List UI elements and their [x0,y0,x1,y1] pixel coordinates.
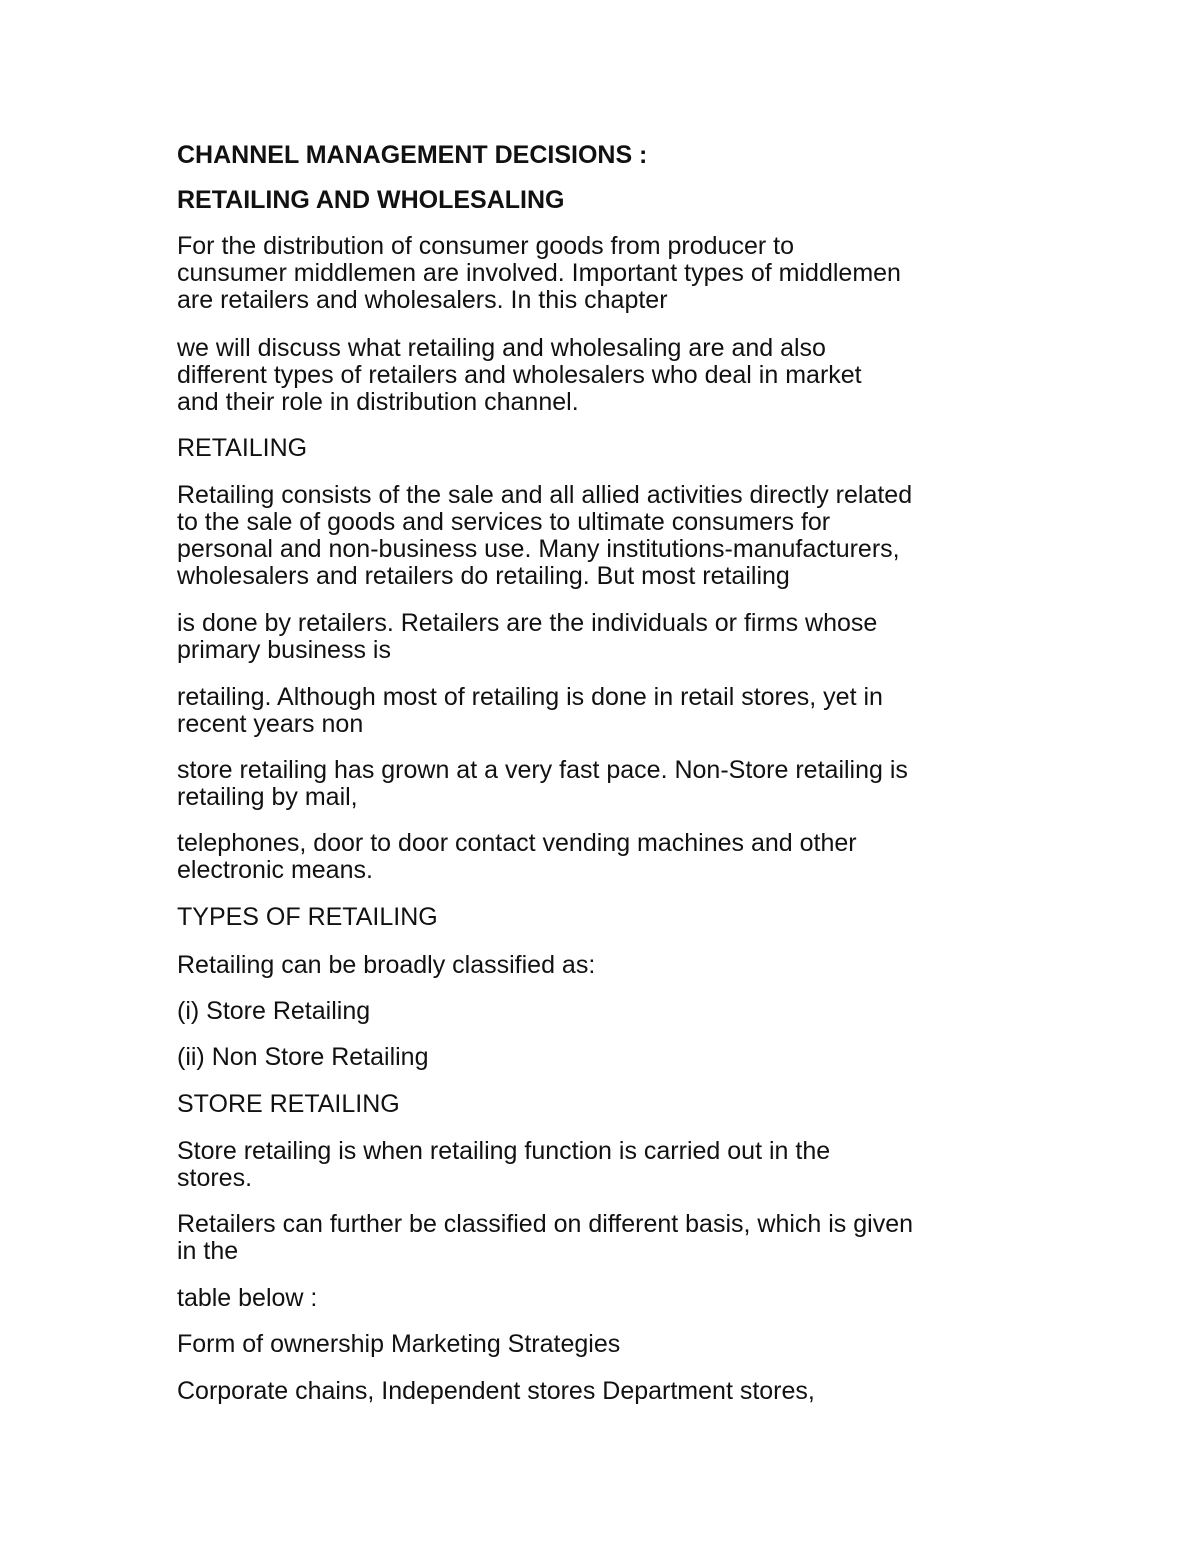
section-heading-store: STORE RETAILING [177,1090,400,1118]
paragraph-line: stores. [177,1164,253,1192]
paragraph-line: to the sale of goods and services to ultimate consumers for [177,508,831,536]
paragraph [177,830,1037,884]
paragraph-line: For the distribution of consumer goods from producer to [177,232,794,260]
paragraph-line: retailing. Although most of retailing is done in retail stores, yet in [177,683,883,711]
paragraph-line: primary business is [177,636,391,664]
paragraph-line: in the [177,1237,239,1265]
paragraph-line: Retailing consists of the sale and all allied activities directly related [177,481,913,509]
paragraph-line: recent years non [177,710,364,738]
paragraph: table below : [177,1284,318,1312]
paragraph-line: Retailers can further be classified on different basis, which is given [177,1210,914,1238]
paragraph-line: store retailing has grown at a very fast pace. Non-Store retailing is [177,756,908,784]
paragraph [177,1138,1037,1192]
document-subtitle: RETAILING AND WHOLESALING [177,186,565,214]
paragraph-line: retailing by mail, [177,783,358,811]
document-title: CHANNEL MANAGEMENT DECISIONS : [177,141,648,169]
paragraph-line: personal and non-business use. Many institutions-manufacturers, [177,535,900,563]
paragraph [177,610,1037,664]
paragraph-line: are retailers and wholesalers. In this chapter [177,286,668,314]
paragraph-line: is done by retailers. Retailers are the individuals or firms whose [177,609,878,637]
paragraph [177,1211,1037,1265]
list-item: (ii) Non Store Retailing [177,1043,429,1071]
paragraph-line: and their role in distribution channel. [177,388,579,416]
intro-paragraph [177,233,1037,314]
paragraph [177,335,1037,416]
paragraph-line: wholesalers and retailers do retailing. But most retailing [177,562,790,590]
paragraph-line: we will discuss what retailing and wholesaling are and also [177,334,826,362]
paragraph-line: cunsumer middlemen are involved. Important types of middlemen [177,259,901,287]
list-item: (i) Store Retailing [177,997,371,1025]
paragraph [177,757,1037,811]
paragraph-line: different types of retailers and wholesalers who deal in market [177,361,862,389]
section-heading-types: TYPES OF RETAILING [177,903,438,931]
paragraph [177,684,1037,738]
paragraph: Retailing can be broadly classified as: [177,951,596,979]
paragraph: Corporate chains, Independent stores Department stores, [177,1377,815,1405]
paragraph [177,482,1037,590]
paragraph-line: telephones, door to door contact vending machines and other [177,829,857,857]
paragraph-line: Store retailing is when retailing function is carried out in the [177,1137,831,1165]
section-heading-retailing: RETAILING [177,434,308,462]
paragraph: Form of ownership Marketing Strategies [177,1330,621,1358]
paragraph-line: electronic means. [177,856,373,884]
